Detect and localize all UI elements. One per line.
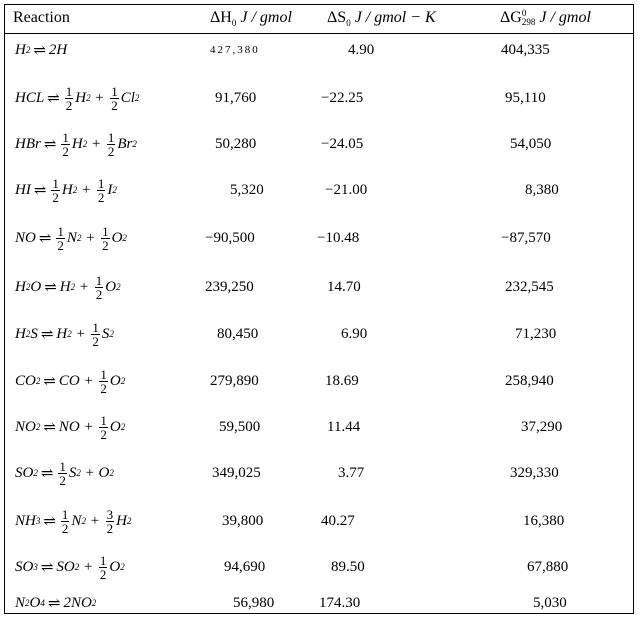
enthalpy-value: 279,890 <box>210 373 259 389</box>
header-divider <box>5 33 633 34</box>
enthalpy-value: 50,280 <box>215 136 257 152</box>
entropy-value: 6.90 <box>341 326 368 342</box>
enthalpy-value: 5,320 <box>230 182 264 198</box>
table-row <box>5 35 633 65</box>
gibbs-value: 67,880 <box>527 559 569 575</box>
table-row <box>5 366 633 396</box>
entropy-value: 18.69 <box>325 373 359 389</box>
gibbs-value: 95,110 <box>505 90 546 106</box>
enthalpy-value: 94,690 <box>224 559 266 575</box>
gibbs-value: 8,380 <box>525 182 559 198</box>
reaction-equation: NO ⇌ $\frac{1}{2}$ N 2 + $\frac{1}{2}$ O 2 <box>15 223 127 253</box>
table-row <box>5 175 633 205</box>
entropy-value: −21.00 <box>325 182 368 198</box>
gibbs-value: 5,030 <box>533 595 567 611</box>
table-row <box>5 319 633 349</box>
entropy-value: 3.77 <box>338 465 365 481</box>
reaction-equation: H 2 ⇌ 2H <box>15 41 68 59</box>
reaction-equation: NH 3 ⇌ $\frac{1}{2}$ N 2 + $\frac{3}{2}$ H 2 <box>15 506 132 536</box>
enthalpy-value: 56,980 <box>233 595 275 611</box>
entropy-value: 14.70 <box>327 279 361 295</box>
reaction-equation: HI ⇌ $\frac{1}{2}$ H 2 + $\frac{1}{2}$ I 2 <box>15 175 117 205</box>
gibbs-value: 232,545 <box>505 279 554 295</box>
entropy-value: −10.48 <box>317 230 360 246</box>
table-row <box>5 272 633 302</box>
reaction-equation: HBr ⇌ $\frac{1}{2}$ H 2 + $\frac{1}{2}$ Br 2 <box>15 129 137 159</box>
reaction-equation: SO 3 ⇌ SO 2 + $\frac{1}{2}$ O 2 <box>15 552 125 582</box>
enthalpy-value: 349,025 <box>212 465 261 481</box>
table-row <box>5 412 633 442</box>
table-row <box>5 552 633 582</box>
gibbs-value: −87,570 <box>501 230 551 246</box>
table-row <box>5 506 633 536</box>
gibbs-value: 329,330 <box>510 465 559 481</box>
table-row <box>5 83 633 113</box>
table-row <box>5 588 633 618</box>
enthalpy-value: −90,500 <box>205 230 255 246</box>
table-row <box>5 129 633 159</box>
entropy-value: 89.50 <box>331 559 365 575</box>
enthalpy-value: 39,800 <box>222 513 264 529</box>
header-gibbs: ΔG 0 298 J / gmol <box>500 8 591 28</box>
header-enthalpy: $\Delta H_0$ J / gmol <box>210 9 292 29</box>
gibbs-value: 404,335 <box>501 42 550 58</box>
reaction-equation: SO 2 ⇌ $\frac{1}{2}$ S 2 + O 2 <box>15 458 114 488</box>
table-row <box>5 223 633 253</box>
table-row <box>5 458 633 488</box>
entropy-value: 174.30 <box>319 595 361 611</box>
enthalpy-value: 91,760 <box>215 90 257 106</box>
header-reaction: Reaction <box>13 9 70 26</box>
entropy-value: 4.90 <box>348 42 375 58</box>
enthalpy-value: 239,250 <box>205 279 254 295</box>
reaction-equation: H 2 S ⇌ H 2 + $\frac{1}{2}$ S 2 <box>15 319 114 349</box>
entropy-value: −24.05 <box>321 136 364 152</box>
entropy-value: 11.44 <box>327 419 361 435</box>
gibbs-value: 71,230 <box>515 326 557 342</box>
enthalpy-value: 427,380 <box>210 44 260 56</box>
gibbs-value: 37,290 <box>521 419 563 435</box>
reaction-equation: N 2 O 4 ⇌ 2NO 2 <box>15 594 97 612</box>
reaction-equation: CO 2 ⇌ CO + $\frac{1}{2}$ O 2 <box>15 366 126 396</box>
entropy-value: −22.25 <box>321 90 364 106</box>
reaction-table <box>4 4 634 614</box>
enthalpy-value: 80,450 <box>217 326 259 342</box>
enthalpy-value: 59,500 <box>219 419 261 435</box>
reaction-equation: H 2 O ⇌ H 2 + $\frac{1}{2}$ O 2 <box>15 272 121 302</box>
reaction-equation: NO 2 ⇌ NO + $\frac{1}{2}$ O 2 <box>15 412 126 442</box>
gibbs-value: 54,050 <box>510 136 552 152</box>
entropy-value: 40.27 <box>321 513 355 529</box>
header-entropy: $\Delta S_0$ J / gmol − K <box>327 9 436 29</box>
gibbs-value: 258,940 <box>505 373 554 389</box>
reaction-equation: HCL ⇌ $\frac{1}{2}$ H 2 + $\frac{1}{2}$ Cl 2 <box>15 83 140 113</box>
gibbs-value: 16,380 <box>523 513 565 529</box>
